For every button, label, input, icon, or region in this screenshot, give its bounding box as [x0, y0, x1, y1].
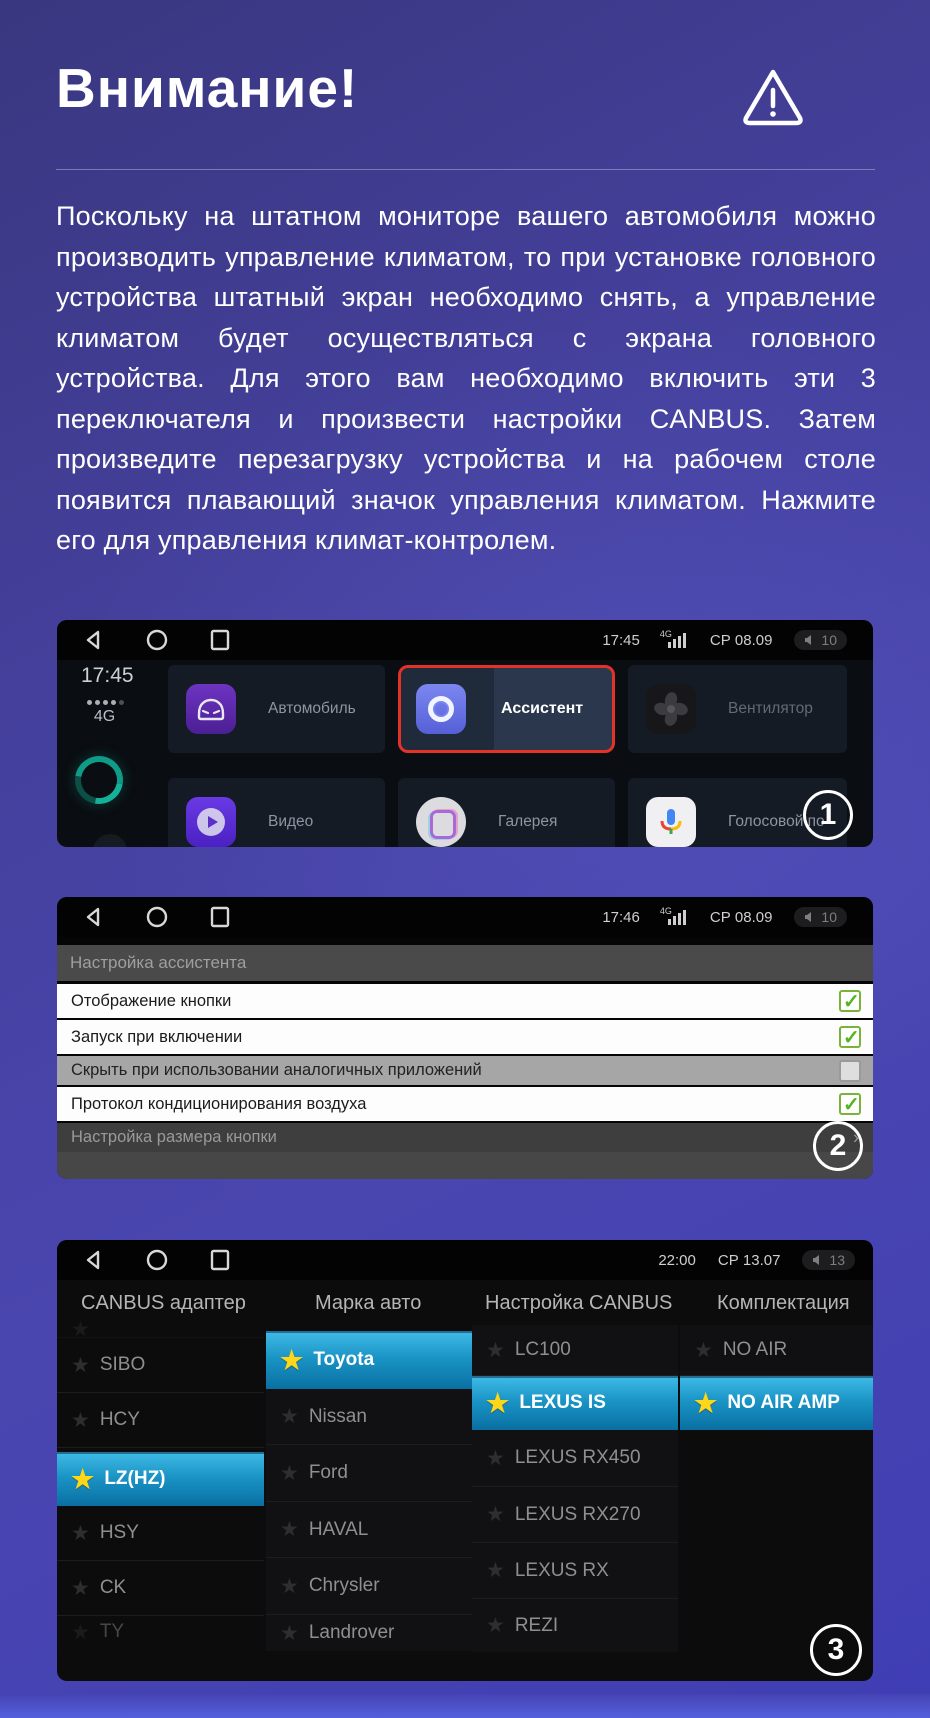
tile-assistant[interactable]: [398, 665, 615, 753]
volume-indicator[interactable]: [794, 630, 847, 650]
speaker-icon: [812, 1254, 824, 1266]
checkbox-checked-icon[interactable]: [839, 990, 861, 1012]
item-label: LZ(HZ): [104, 1468, 166, 1489]
home-icon[interactable]: [145, 1249, 169, 1273]
star-icon: ★: [71, 1620, 90, 1644]
list-item-lexus-rx[interactable]: [472, 1543, 678, 1599]
item-label: HAVAL: [308, 1518, 369, 1540]
item-label: Ford: [308, 1462, 348, 1483]
star-icon: ★: [280, 1621, 299, 1645]
step-badge-1: [803, 790, 853, 840]
screenshot-launcher: [57, 620, 873, 847]
item-label: Chrysler: [308, 1575, 380, 1596]
star-icon: ★: [71, 1353, 90, 1377]
column-header-adapter: CANBUS адаптер: [81, 1292, 246, 1314]
list-item-no-air-amp-selected[interactable]: [680, 1376, 873, 1430]
item-label: CK: [99, 1577, 127, 1598]
status-time: 22:00: [658, 1251, 696, 1269]
intro-paragraph: Поскольку на штатном мониторе вашего автомобиля можно производить управление климатом, то при установке головного устройства штатный экран необходимо снять, а управление климатом будет осуществляться с экрана головного устройства. Для этого вам необходимо включить эти 3 переключателя и произвести настройки CANBUS. Затем произведите перезагрузку устройства и на рабочем столе появится плавающий значок управления климатом. Нажмите его для управления климат-контролем.: [56, 201, 876, 555]
list-item-lexus-is-selected[interactable]: [472, 1376, 678, 1430]
star-icon: ★: [71, 1408, 90, 1432]
back-icon[interactable]: [83, 1249, 103, 1271]
list-item-nissan[interactable]: [266, 1389, 472, 1445]
star-icon: ★: [486, 1559, 505, 1582]
divider: [56, 169, 875, 170]
home-icon[interactable]: [145, 629, 169, 653]
list-item-haval[interactable]: [266, 1502, 472, 1558]
status-date: СР 08.09: [709, 631, 773, 649]
status-date: СР 08.09: [709, 908, 773, 926]
list-item-ck[interactable]: [57, 1561, 264, 1616]
list-item-chrysler[interactable]: [266, 1558, 472, 1615]
tile-car[interactable]: [168, 665, 385, 753]
star-icon: ★: [486, 1614, 505, 1637]
list-item-no-air[interactable]: [680, 1325, 873, 1376]
star-icon: ★: [280, 1574, 299, 1598]
tile-label: Ассистент: [501, 700, 584, 717]
sidebar-network-label: 4G: [93, 708, 116, 725]
tile-label: Вентилятор: [728, 700, 813, 717]
tile-gallery[interactable]: [398, 778, 615, 847]
star-icon: ★: [486, 1446, 505, 1470]
signal-icon: [659, 629, 688, 649]
list-item-hsy[interactable]: [57, 1506, 264, 1561]
status-date: СР 13.07: [717, 1251, 781, 1269]
assistant-icon: [416, 684, 466, 734]
badge-number: 3: [827, 1633, 845, 1666]
tile-label: Видео: [268, 813, 314, 830]
voice-ring-icon[interactable]: [66, 747, 133, 814]
setting-label: Отображение кнопки: [71, 991, 232, 1010]
tile-label: Галерея: [498, 813, 558, 830]
item-label: LC100: [514, 1339, 571, 1360]
screenshot-canbus-settings: [57, 1240, 873, 1681]
gallery-icon: [416, 797, 466, 847]
android-navbar: [57, 620, 873, 660]
column-header-canbus: Настройка CANBUS: [485, 1292, 673, 1314]
star-icon: ★: [71, 1521, 90, 1545]
back-icon[interactable]: [83, 906, 103, 928]
signal-dots-icon: [87, 700, 124, 705]
android-navbar: [57, 1240, 873, 1280]
settings-footer-area: [57, 1152, 873, 1179]
car-icon: [186, 684, 236, 734]
list-item-lexus-rx450[interactable]: [472, 1430, 678, 1487]
settings-section-title: Настройка ассистента: [57, 945, 873, 981]
step-badge-2: [813, 1121, 863, 1171]
volume-value: 10: [821, 909, 837, 925]
list-item-adapter-partial[interactable]: [57, 1317, 264, 1341]
star-icon: ★: [486, 1338, 505, 1362]
item-label: SIBO: [99, 1354, 146, 1375]
tile-label: Автомобиль: [268, 700, 356, 717]
volume-value: 10: [821, 632, 837, 648]
star-icon: ★: [71, 1576, 90, 1600]
column-header-brand: Марка авто: [315, 1292, 422, 1314]
star-icon: ★: [71, 1317, 90, 1341]
page-title: Внимание!: [56, 57, 359, 119]
setting-row-hide-similar-apps[interactable]: [57, 1056, 873, 1085]
star-icon: ★: [280, 1518, 299, 1541]
star-icon: ★: [71, 1464, 95, 1494]
item-label: REZI: [514, 1614, 559, 1636]
list-item-rezi[interactable]: [472, 1599, 678, 1652]
status-time: 17:46: [602, 908, 640, 926]
sidebar-network: [85, 700, 124, 726]
star-icon: ★: [694, 1338, 713, 1362]
android-navbar: [57, 897, 873, 937]
setting-row-ac-protocol[interactable]: [57, 1087, 873, 1121]
badge-number: 1: [819, 798, 837, 831]
item-label: Toyota: [313, 1349, 375, 1370]
sidebar-clock: 17:45: [81, 664, 134, 687]
recents-icon[interactable]: [209, 906, 231, 928]
list-item-toyota-selected[interactable]: [266, 1331, 472, 1389]
item-label: HSY: [99, 1522, 139, 1543]
star-icon: ★: [280, 1461, 299, 1485]
chevron-right-icon: ›: [853, 1127, 859, 1147]
volume-value: 13: [829, 1252, 845, 1268]
setting-label: Скрыть при использовании аналогичных приложений: [71, 1061, 482, 1079]
status-time: 17:45: [602, 631, 640, 649]
checkbox-checked-icon[interactable]: [839, 1026, 861, 1048]
video-icon: [186, 797, 236, 847]
list-item-hcy[interactable]: [57, 1393, 264, 1448]
speaker-icon: [804, 634, 816, 646]
speaker-icon: [804, 911, 816, 923]
star-icon: ★: [280, 1345, 304, 1375]
item-label: LEXUS RX: [514, 1559, 609, 1581]
tile-label: Голосовой по: [728, 813, 825, 830]
item-label: Nissan: [308, 1405, 367, 1427]
item-label: NO AIR: [722, 1339, 788, 1360]
status-cluster: [602, 897, 847, 937]
signal-icon: [659, 906, 688, 926]
item-label: NO AIR AMP: [727, 1392, 840, 1413]
warning-icon: [740, 66, 806, 128]
screenshot-assistant-settings: [57, 897, 873, 1179]
badge-number: 2: [829, 1129, 847, 1162]
list-item-ty-partial[interactable]: [57, 1616, 264, 1648]
bottom-glow-band: [0, 1694, 930, 1718]
step-badge-3: [810, 1624, 862, 1676]
tile-video[interactable]: [168, 778, 385, 847]
item-label: LEXUS RX270: [514, 1503, 641, 1525]
star-icon: ★: [280, 1405, 299, 1428]
star-icon: ★: [694, 1388, 718, 1418]
recents-icon[interactable]: [209, 1249, 231, 1271]
volume-indicator[interactable]: [794, 907, 847, 927]
status-cluster: [658, 1240, 855, 1280]
list-item-sibo[interactable]: [57, 1338, 264, 1393]
item-label: TY: [99, 1621, 125, 1642]
list-item-landrover[interactable]: [266, 1615, 472, 1651]
back-icon[interactable]: [83, 629, 103, 651]
setting-label: Протокол кондиционирования воздуха: [71, 1094, 367, 1113]
setting-row-button-size[interactable]: [57, 1123, 873, 1152]
checkbox-checked-icon[interactable]: [839, 1093, 861, 1115]
setting-label: Настройка размера кнопки: [71, 1128, 277, 1146]
list-item-lexus-rx270[interactable]: [472, 1487, 678, 1543]
tile-fan[interactable]: [628, 665, 847, 753]
sidebar-partial-icon: [93, 834, 127, 847]
star-icon: ★: [486, 1388, 510, 1418]
microphone-icon: [646, 797, 696, 847]
home-icon[interactable]: [145, 906, 169, 930]
column-header-trim: Комплектация: [717, 1292, 850, 1314]
star-icon: ★: [486, 1503, 505, 1526]
item-label: LEXUS RX450: [514, 1447, 641, 1468]
list-item-lc100[interactable]: [472, 1325, 678, 1376]
setting-label: Запуск при включении: [71, 1027, 243, 1046]
list-item-ford[interactable]: [266, 1445, 472, 1502]
status-cluster: [602, 620, 847, 660]
list-item-lzhz-selected[interactable]: [57, 1452, 264, 1506]
volume-indicator[interactable]: [802, 1250, 855, 1270]
setting-row-start-on-boot[interactable]: [57, 1020, 873, 1054]
checkbox-unchecked-icon[interactable]: [839, 1060, 861, 1082]
setting-row-show-button[interactable]: [57, 984, 873, 1018]
item-label: HCY: [99, 1409, 140, 1430]
item-label: Landrover: [308, 1622, 395, 1643]
recents-icon[interactable]: [209, 629, 231, 651]
signal-network-label: 4G: [659, 906, 672, 916]
fan-icon: [646, 684, 696, 734]
item-label: LEXUS IS: [519, 1392, 606, 1413]
signal-network-label: 4G: [659, 629, 672, 639]
